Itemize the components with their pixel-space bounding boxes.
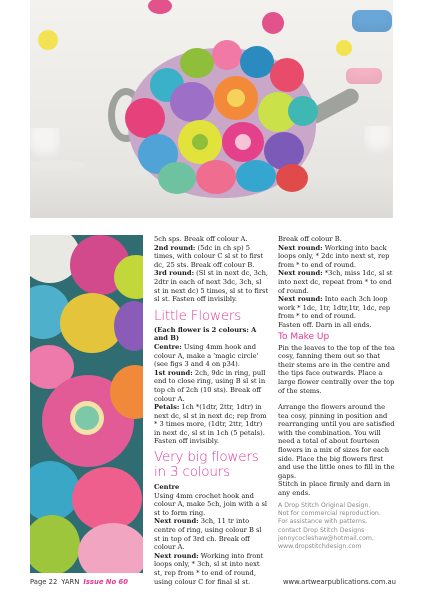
pattern-column-1	[154, 235, 269, 586]
petals-paragraph	[154, 403, 269, 437]
make-up-paragraph-3: Stitch in place firmly and darn in any ends.	[278, 480, 391, 498]
publisher-website: www.artwearpublications.com.au	[282, 578, 396, 586]
next-round-label: Next round:	[278, 243, 323, 252]
crochet-flower	[158, 162, 196, 194]
crochet-flower	[270, 58, 304, 92]
crochet-flower	[276, 164, 308, 192]
next-round-label: Next round:	[278, 295, 323, 304]
next-round-paragraph-1	[278, 244, 396, 270]
crochet-flower	[78, 523, 143, 573]
round-1-paragraph	[154, 369, 269, 403]
next-round-text: 3ch, 11 tr into centre of ring, using colour B sl st in top of 3rd ch. Break off colour A.	[154, 517, 262, 552]
bunting-flower	[262, 12, 284, 34]
round-1-text: 2ch, 9dc in ring, pull end to close ring, using B sl st in top ch of 2ch (10 sts). Break off colour A.	[154, 368, 266, 403]
teacup	[30, 128, 60, 160]
centre-subheading: Centre	[154, 483, 180, 492]
next-round-paragraph-1	[154, 517, 269, 551]
round-3-label: 3rd round:	[154, 269, 195, 278]
next-round-label: Next round:	[154, 551, 199, 560]
make-up-paragraph-2: Arrange the flowers around the tea cosy, pinning in position and rearranging until you are satisfied with the combination. You will need a total of about fourteen flowers in a mix of sizes for each side. Place the big flowers first and use the little ones to fill in the gaps.	[278, 403, 395, 480]
cake	[346, 68, 382, 84]
very-big-flowers-heading-line-1: Very big flowers	[154, 449, 259, 466]
next-round-text: Into each 3ch loop work * 1dc, 1tr, 1dtr,1tr, 1dc, rep from * to end of round.	[278, 295, 391, 321]
teacup	[364, 126, 392, 156]
centre-label: Centre:	[154, 342, 182, 351]
paragraph-spacer	[278, 395, 396, 403]
issue-number: Issue No 60	[83, 578, 128, 586]
next-round-text: *3ch, miss 1dc, sl st into next dc, repeat from * to end of round.	[278, 269, 393, 295]
next-round-paragraph-3	[278, 295, 396, 321]
crochet-flower	[240, 46, 274, 78]
credit-line: A Drop Stitch Original Design.	[278, 501, 371, 509]
centre-instructions: Using 4mm crochet hook and colour A, make 5ch, join with a sl st to form ring.	[154, 491, 268, 517]
bunting-flower	[148, 0, 172, 14]
intro-text: Break off colour B.	[278, 235, 342, 243]
round-2-label: 2nd round:	[154, 243, 196, 252]
crochet-flower	[212, 40, 242, 70]
credit-line: contact Drop Stitch Designs	[278, 526, 365, 534]
round-3-text: (Sl st in next dc, 3ch, 2dtr in each of next 3dc, 3ch, sl st in next dc) 5 times, sl st to first sl st. Fasten off invisibly.	[154, 269, 269, 304]
round-2-text: (5dc in ch sp) 5 times, with colour C sl st to first dc, 25 sts. Break off colour B.	[154, 243, 264, 269]
very-big-flowers-heading-line-2: in 3 colours	[154, 464, 230, 481]
crochet-flower	[236, 160, 276, 192]
crochet-flower	[170, 82, 214, 122]
petals-text: 1ch *(1dtr, 2ttr, 1dtr) in next dc, sl st in next dc; rep from * 3 times more, (1dtr, 2ttr, 1dtr) in next dc, sl st in 1ch (5 petals).	[154, 403, 267, 437]
pattern-column-2	[278, 235, 396, 551]
fasten-off-text: Fasten off. Darn in all ends.	[278, 320, 372, 329]
tea-cosy-photo	[30, 0, 393, 218]
page-number: Page 22	[30, 578, 58, 586]
crochet-flower	[288, 96, 318, 126]
round-1-label: 1st round:	[154, 368, 193, 377]
crochet-flower	[196, 160, 236, 194]
make-up-paragraph-1: Pin the leaves to the top of the tea cosy, fanning them out so that their stems are in the centre and the tips face outwards. Place a large flower centrally over the top of the stems.	[278, 343, 395, 395]
round-2-paragraph	[154, 244, 269, 270]
flower-centre	[227, 89, 245, 107]
saucer	[30, 160, 86, 170]
bunting-flower	[38, 30, 58, 50]
fasten-off-text: Fasten off invisibly.	[154, 437, 219, 446]
centre-paragraph	[154, 343, 269, 369]
credit-email: jennycocleshaw@hotmail.com,	[278, 534, 374, 542]
next-round-text: Working into front loops only, * 3ch, sl st into next st, rep from * to end of round, using colour C for final sl st.	[154, 551, 264, 586]
next-round-text: Working into back loops only, * 2dc into next st, rep from * to end of round.	[278, 243, 390, 269]
little-flowers-heading: Little Flowers	[154, 307, 242, 324]
next-round-label: Next round:	[278, 269, 323, 278]
very-big-flowers-heading	[154, 450, 269, 480]
credit-website: www.dropstitchdesign.com	[278, 543, 362, 551]
intro-text: 5ch sps. Break off colour A.	[154, 235, 248, 243]
crochet-flower	[114, 301, 143, 351]
to-make-up-heading: To Make Up	[278, 331, 330, 342]
flower-centre	[235, 134, 251, 150]
next-round-label: Next round:	[154, 517, 199, 526]
page-footer	[30, 576, 396, 588]
footer-left	[30, 576, 132, 588]
centre-text: Using 4mm hook and colour A, make a 'magic circle' (see figs 3 and 4 on p34).	[154, 342, 259, 369]
credit-line: For assistance with patterns,	[278, 518, 368, 526]
flower-centre	[192, 134, 208, 150]
crochet-flower	[30, 515, 80, 573]
bunting-flower	[336, 40, 352, 56]
crochet-flowers-closeup-photo	[30, 235, 143, 573]
teacup	[352, 10, 392, 32]
next-round-paragraph-2	[278, 269, 396, 295]
crochet-flower	[180, 48, 214, 78]
petals-label: Petals:	[154, 403, 180, 412]
crochet-flower	[72, 467, 142, 531]
crochet-flower	[125, 98, 165, 138]
credit-line: Not for commercial reproduction.	[278, 509, 381, 517]
magazine-name: YARN	[61, 578, 80, 586]
design-credit	[278, 502, 396, 552]
round-3-paragraph	[154, 269, 269, 303]
little-flowers-subheading: (Each flower is 2 colours: A and B)	[154, 325, 257, 343]
flower-centre	[70, 401, 104, 435]
